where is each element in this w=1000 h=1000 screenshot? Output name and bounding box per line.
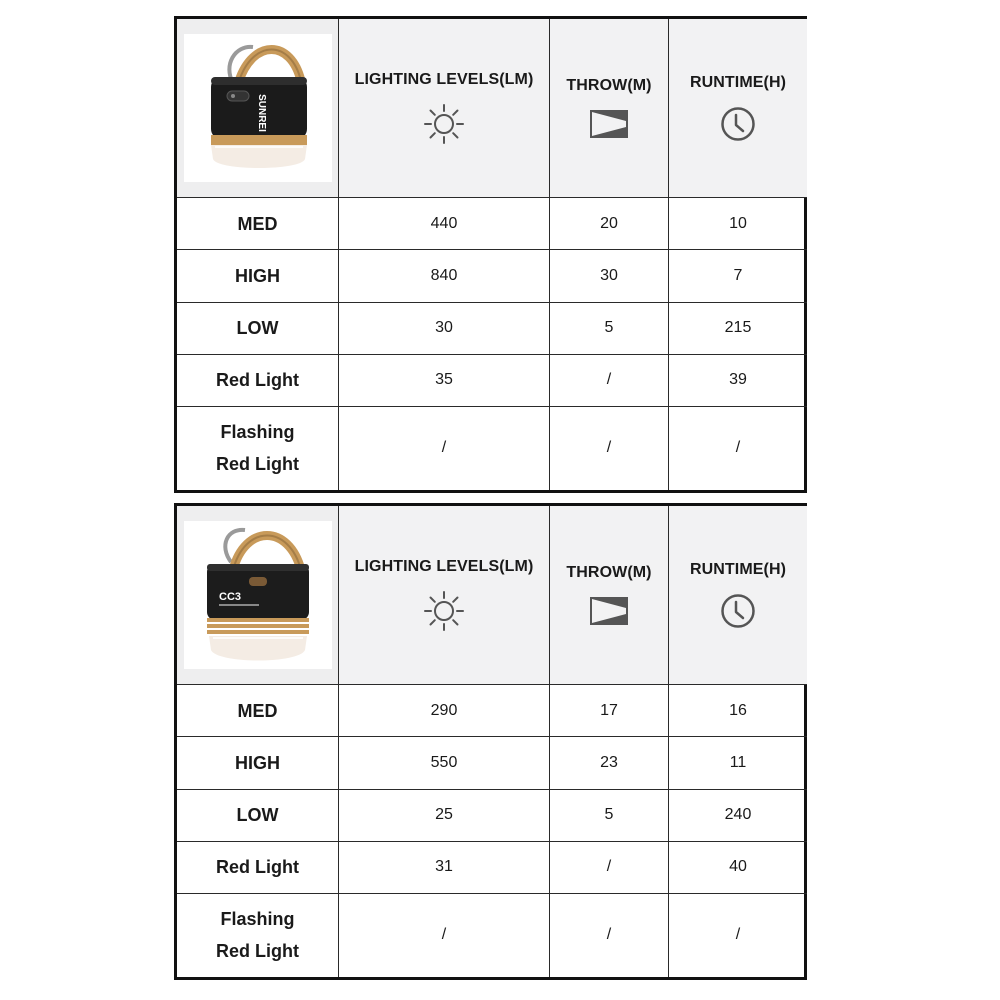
column-header-runtime <box>669 19 808 198</box>
product-photo-sunrei <box>184 34 332 182</box>
throw-value: 23 <box>550 737 669 789</box>
throw-value: 30 <box>550 250 669 302</box>
throw-value: 17 <box>550 685 669 737</box>
runtime-value: 39 <box>669 354 808 406</box>
row-label: Flashing Red Light <box>177 893 339 977</box>
throw-value: / <box>550 893 669 977</box>
table-row <box>177 406 807 490</box>
lantern-image <box>193 522 323 668</box>
throw-value: / <box>550 841 669 893</box>
table-row <box>177 198 807 250</box>
table-row <box>177 789 807 841</box>
table-header-row <box>177 19 807 198</box>
table-row <box>177 250 807 302</box>
throw-label: THROW(M) <box>566 77 652 95</box>
runtime-value: 215 <box>669 302 808 354</box>
runtime-value: 40 <box>669 841 808 893</box>
throw-value: 5 <box>550 302 669 354</box>
lm-value: 550 <box>339 737 550 789</box>
table-row <box>177 354 807 406</box>
lm-value: 30 <box>339 302 550 354</box>
product-photo-cc3 <box>184 521 332 669</box>
table-header-row <box>177 506 807 685</box>
sun-icon <box>423 103 465 145</box>
table-row <box>177 737 807 789</box>
throw-value: 5 <box>550 789 669 841</box>
sun-icon <box>423 590 465 632</box>
column-header-throw <box>550 19 669 198</box>
row-label: LOW <box>177 789 339 841</box>
row-label: HIGH <box>177 737 339 789</box>
lm-value: 440 <box>339 198 550 250</box>
table-row <box>177 893 807 977</box>
runtime-value: 10 <box>669 198 808 250</box>
svg-text:SUNREI: SUNREI <box>255 94 267 133</box>
clock-icon <box>720 593 756 629</box>
row-label: Red Light <box>177 354 339 406</box>
runtime-label: RUNTIME(H) <box>689 74 787 92</box>
lm-value: 840 <box>339 250 550 302</box>
row-label: MED <box>177 685 339 737</box>
runtime-value: 240 <box>669 789 808 841</box>
table-row <box>177 302 807 354</box>
row-label: HIGH <box>177 250 339 302</box>
runtime-label: RUNTIME(H) <box>689 561 787 579</box>
row-label: MED <box>177 198 339 250</box>
lm-value: 25 <box>339 789 550 841</box>
spec-table-1 <box>174 16 807 493</box>
beam-throw-icon <box>589 596 629 626</box>
table-row <box>177 685 807 737</box>
svg-text:CC3: CC3 <box>218 591 241 604</box>
runtime-value: 7 <box>669 250 808 302</box>
lm-value: 290 <box>339 685 550 737</box>
column-header-runtime <box>669 506 808 685</box>
product-photo-cell <box>177 506 339 685</box>
throw-label: THROW(M) <box>566 564 652 582</box>
table-row <box>177 841 807 893</box>
lm-value: / <box>339 893 550 977</box>
clock-icon <box>720 106 756 142</box>
column-header-lighting <box>339 506 550 685</box>
spec-table-2 <box>174 503 807 980</box>
runtime-value: 16 <box>669 685 808 737</box>
lighting-levels-label: LIGHTING LEVELS(LM) <box>354 71 534 89</box>
lighting-levels-label: LIGHTING LEVELS(LM) <box>354 558 534 576</box>
row-label: Flashing Red Light <box>177 406 339 490</box>
beam-throw-icon <box>589 109 629 139</box>
row-label: LOW <box>177 302 339 354</box>
lantern-image <box>193 35 323 181</box>
runtime-value: / <box>669 893 808 977</box>
column-header-lighting <box>339 19 550 198</box>
throw-value: / <box>550 406 669 490</box>
lm-value: 31 <box>339 841 550 893</box>
throw-value: 20 <box>550 198 669 250</box>
column-header-throw <box>550 506 669 685</box>
product-photo-cell <box>177 19 339 198</box>
lm-value: 35 <box>339 354 550 406</box>
lm-value: / <box>339 406 550 490</box>
runtime-value: 11 <box>669 737 808 789</box>
runtime-value: / <box>669 406 808 490</box>
throw-value: / <box>550 354 669 406</box>
row-label: Red Light <box>177 841 339 893</box>
